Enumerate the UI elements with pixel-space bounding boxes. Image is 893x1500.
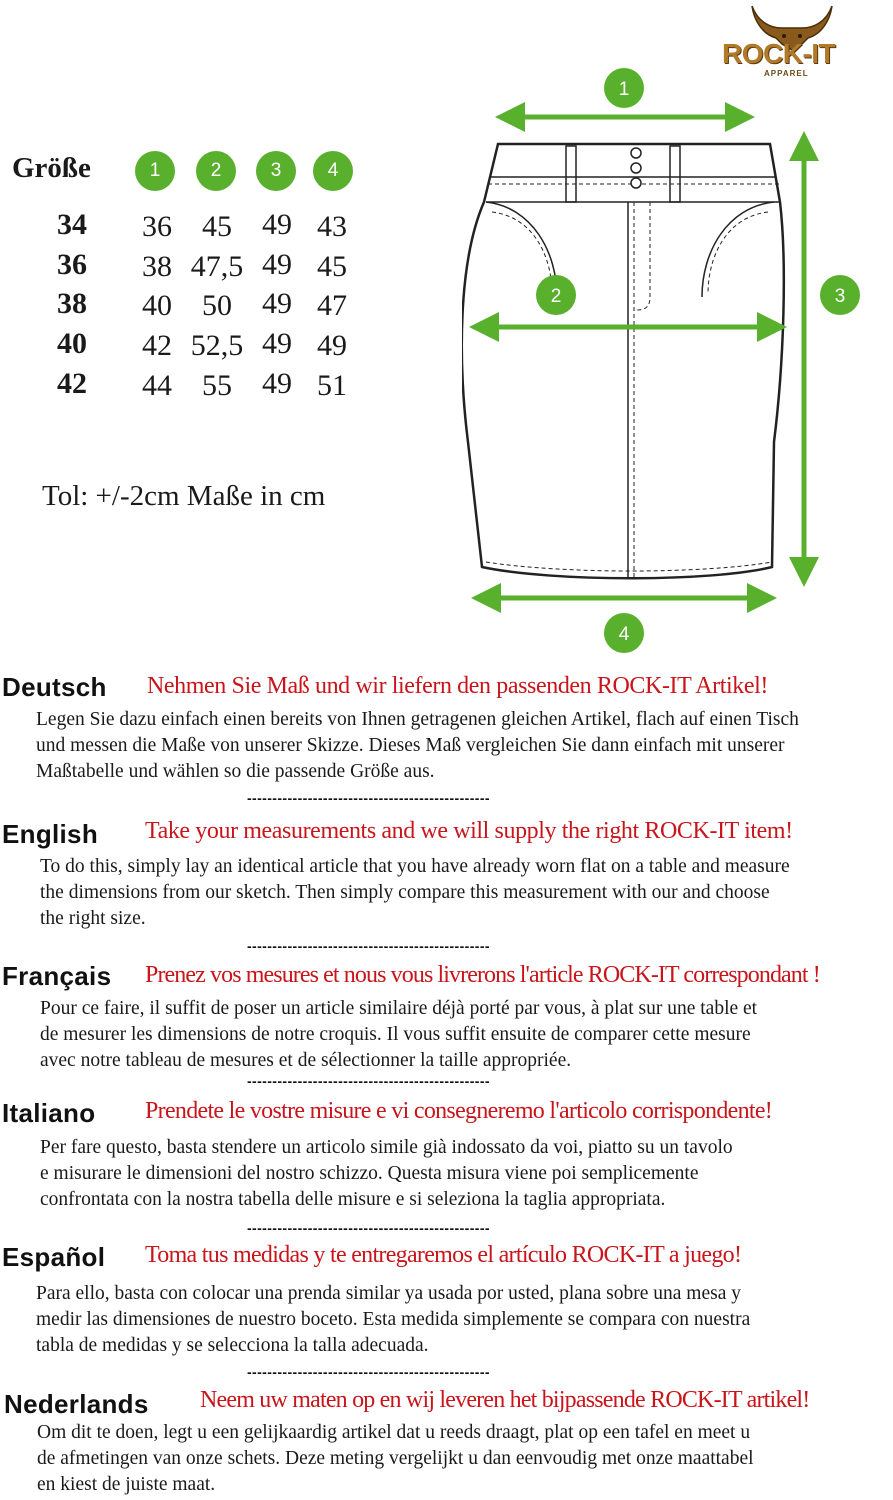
section-body-nl: Om dit te doen, legt u een gelijkaardig artikel dat u reeds draagt, plat op een tafel en meet u de afmetingen van onze schets. Deze meting vergelijkt u dan eenvoudig met onze maattabel en kiest de juiste maat. (37, 1422, 754, 1495)
diagram-label-2: 2 (550, 286, 562, 307)
section-language-en: English (2, 819, 98, 849)
table-cell: 47 (317, 289, 347, 322)
button-icons (631, 148, 641, 188)
table-cell: 44 (142, 369, 172, 402)
table-cell: 40 (142, 289, 172, 322)
section-language-de: Deutsch (2, 672, 107, 702)
section-headline-nl: Neem uw maten op en wij leveren het bijpassende ROCK-IT artikel! (200, 1387, 810, 1413)
size-header-label: Größe (12, 152, 91, 184)
table-cell: 45 (202, 210, 232, 243)
brand-sub: APPAREL (764, 69, 809, 78)
diagram-label-1: 1 (618, 79, 630, 100)
section-headline-es: Toma tus medidas y te entregaremos el artículo ROCK-IT a juego! (145, 1242, 742, 1268)
section-headline-fr: Prenez vos mesures et nous vous livrerons l'article ROCK-IT correspondant ! (145, 962, 820, 988)
diagram-label-4: 4 (618, 624, 630, 645)
table-cell: 49 (262, 367, 292, 400)
table-cell: 42 (142, 329, 172, 362)
size-label: 40 (57, 327, 87, 360)
size-label: 36 (57, 248, 87, 281)
table-cell: 49 (317, 329, 347, 362)
table-cell: 51 (317, 369, 347, 402)
section-body-es: Para ello, basta con colocar una prenda similar ya usada por usted, plana sobre una mesa y medir las dimensiones de nuestro boceto. Esta medida simplemente se compara con nuestra tabla de medidas y se selecciona la talla adecuada. (36, 1283, 751, 1356)
size-label: 42 (57, 367, 87, 400)
measure-badge-1: 1 (135, 151, 175, 191)
section-language-nl: Nederlands (4, 1389, 149, 1419)
section-language-es: Español (2, 1242, 106, 1272)
skirt-outline (462, 144, 784, 578)
table-cell: 55 (202, 369, 232, 402)
diagram-label-3: 3 (834, 286, 846, 307)
table-cell: 47,5 (190, 250, 244, 283)
table-cell: 50 (202, 289, 232, 322)
table-cell: 36 (142, 210, 172, 243)
section-language-fr: Français (2, 961, 112, 991)
table-cell: 49 (262, 208, 292, 241)
separator: ------------------------------------------------ (247, 1364, 490, 1380)
separator: ------------------------------------------------ (247, 1073, 490, 1089)
section-language-it: Italiano (2, 1098, 96, 1128)
section-body-de: Legen Sie dazu einfach einen bereits von Ihnen getragenen gleichen Artikel, flach auf einen Tisch und messen die Maße von unserer Skizze. Dieses Maß vergleichen Sie dann einfach mit unserer Maßtabelle und wählen so die passende Größe aus. (36, 709, 799, 782)
section-body-en: To do this, simply lay an identical article that you have already worn flat on a table and measure the dimensions from our sketch. Then simply compare this measurement with our and choose the right size. (40, 856, 790, 929)
table-cell: 45 (317, 250, 347, 283)
measure-badge-2: 2 (196, 151, 236, 191)
separator: ------------------------------------------------ (247, 790, 490, 806)
table-cell: 52,5 (190, 329, 244, 362)
size-label: 34 (57, 208, 87, 241)
measure-badge-3: 3 (256, 151, 296, 191)
table-cell: 38 (142, 250, 172, 283)
skirt-diagram (462, 62, 862, 662)
section-headline-de: Nehmen Sie Maß und wir liefern den passenden ROCK-IT Artikel! (147, 673, 769, 699)
separator: ------------------------------------------------ (247, 1220, 490, 1236)
table-cell: 43 (317, 210, 347, 243)
size-label: 38 (57, 287, 87, 320)
section-headline-it: Prendete le vostre misure e vi consegneremo l'articolo corrispondente! (145, 1098, 773, 1124)
table-cell: 49 (262, 287, 292, 320)
section-headline-en: Take your measurements and we will supply the right ROCK-IT item! (145, 818, 793, 844)
section-body-fr: Pour ce faire, il suffit de poser un article similaire déjà porté par vous, à plat sur une table et de mesurer les dimensions de notre croquis. Il vous suffit ensuite de comparer cette mesure avec notre tableau de mesures et de sélectionner la taille appropriée. (40, 998, 758, 1071)
tolerance-note: Tol: +/-2cm Maße in cm (42, 480, 326, 512)
separator: ------------------------------------------------ (247, 938, 490, 954)
measure-badge-4: 4 (313, 151, 353, 191)
table-cell: 49 (262, 327, 292, 360)
table-cell: 49 (262, 248, 292, 281)
section-body-it: Per fare questo, basta stendere un articolo simile già indossato da voi, piatto su un tavolo e misurare le dimensioni del nostro schizzo. Questa misura viene poi semplicemente confrontata con la nostra tabella delle misure e si seleziona la taglia appropriata. (40, 1137, 733, 1210)
brand-name: ROCK-IT (722, 38, 836, 69)
